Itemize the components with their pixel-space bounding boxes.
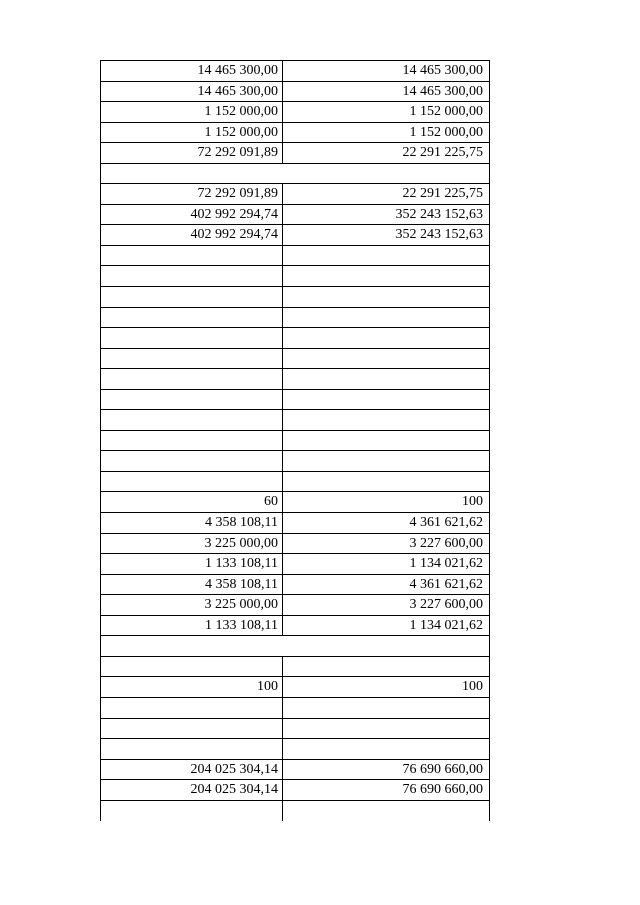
cell-col-1: 3 225 000,00 bbox=[101, 534, 283, 554]
table-row bbox=[101, 780, 489, 801]
cell-col-2 bbox=[283, 801, 488, 822]
cell-col-2 bbox=[283, 719, 488, 739]
cell-col-2 bbox=[283, 266, 488, 286]
cell-col-2 bbox=[283, 472, 488, 492]
cell-col-2 bbox=[283, 739, 488, 759]
cell-col-2: 22 291 225,75 bbox=[402, 186, 483, 202]
cell-col-1: 1 133 108,11 bbox=[101, 616, 283, 636]
cell-col-1 bbox=[101, 287, 283, 307]
cell-col-2: 3 227 600,00 bbox=[409, 535, 483, 551]
table-row bbox=[101, 61, 489, 82]
cell-col-1 bbox=[101, 266, 283, 286]
cell-col-1: 1 133 108,11 bbox=[101, 554, 283, 574]
cell-col-1 bbox=[101, 451, 283, 471]
table-row bbox=[101, 390, 489, 411]
cell-col-1 bbox=[101, 349, 283, 369]
cell-col-1: 3 225 000,00 bbox=[101, 595, 283, 615]
cell-col-1 bbox=[101, 801, 283, 822]
cell-col-2 bbox=[283, 451, 488, 471]
table-row bbox=[101, 266, 489, 287]
cell-col-2: 14 465 300,00 bbox=[402, 83, 483, 99]
table-row bbox=[101, 143, 489, 164]
cell-col-1: 72 292 091,89 bbox=[101, 143, 283, 163]
cell-col-2: 4 361 621,62 bbox=[409, 515, 483, 531]
table-row bbox=[101, 616, 489, 637]
cell-col-1: 1 152 000,00 bbox=[101, 102, 283, 122]
table-row bbox=[101, 246, 489, 267]
table-row bbox=[101, 184, 489, 205]
cell-col-1: 14 465 300,00 bbox=[101, 61, 283, 81]
cell-col-2 bbox=[283, 308, 488, 328]
table-row bbox=[101, 225, 489, 246]
table-row bbox=[101, 801, 489, 822]
table-row bbox=[101, 472, 489, 493]
table-row bbox=[101, 410, 489, 431]
cell-col-1 bbox=[101, 328, 283, 348]
cell-col-1: 14 465 300,00 bbox=[101, 82, 283, 102]
table-row bbox=[101, 451, 489, 472]
cell-col-1: 4 358 108,11 bbox=[101, 575, 283, 595]
table-row bbox=[101, 308, 489, 329]
cell-col-1: 60 bbox=[101, 492, 283, 512]
cell-col-2: 1 152 000,00 bbox=[409, 104, 483, 120]
table-row bbox=[101, 719, 489, 740]
table-row bbox=[101, 513, 489, 534]
cell-col-2: 1 134 021,62 bbox=[409, 556, 483, 572]
table-row bbox=[101, 677, 489, 698]
cell-col-2: 3 227 600,00 bbox=[409, 597, 483, 613]
cell-col-1 bbox=[101, 739, 283, 759]
cell-col-1: 72 292 091,89 bbox=[101, 184, 283, 204]
cell-col-2: 1 152 000,00 bbox=[409, 124, 483, 140]
cell-col-2 bbox=[283, 246, 488, 266]
table-row bbox=[101, 636, 489, 657]
cell-col-1: 204 025 304,14 bbox=[101, 780, 283, 800]
cell-col-1: 204 025 304,14 bbox=[101, 760, 283, 780]
cell-col-2 bbox=[283, 328, 488, 348]
table-row bbox=[101, 554, 489, 575]
cell-col-1 bbox=[101, 164, 283, 184]
cell-col-2 bbox=[283, 164, 488, 184]
table-row bbox=[101, 492, 489, 513]
cell-col-2 bbox=[283, 431, 488, 451]
table-row bbox=[101, 369, 489, 390]
cell-col-1 bbox=[101, 246, 283, 266]
cell-col-2 bbox=[283, 657, 488, 677]
cell-col-2 bbox=[283, 287, 488, 307]
cell-col-1: 402 992 294,74 bbox=[101, 205, 283, 225]
table-row bbox=[101, 123, 489, 144]
cell-col-1 bbox=[101, 657, 283, 677]
cell-col-2 bbox=[283, 636, 488, 656]
cell-col-2: 100 bbox=[462, 679, 483, 695]
cell-col-2: 352 243 152,63 bbox=[395, 227, 483, 243]
cell-col-1 bbox=[101, 308, 283, 328]
table-row bbox=[101, 595, 489, 616]
cell-col-1 bbox=[101, 369, 283, 389]
table-row bbox=[101, 575, 489, 596]
table-row bbox=[101, 82, 489, 103]
cell-col-2: 76 690 660,00 bbox=[402, 782, 483, 798]
cell-col-2 bbox=[283, 698, 488, 718]
cell-col-2: 1 134 021,62 bbox=[409, 617, 483, 633]
table-row bbox=[101, 657, 489, 678]
cell-col-2: 76 690 660,00 bbox=[402, 761, 483, 777]
table-row bbox=[101, 349, 489, 370]
cell-col-1: 402 992 294,74 bbox=[101, 225, 283, 245]
cell-col-1 bbox=[101, 698, 283, 718]
cell-col-1: 1 152 000,00 bbox=[101, 123, 283, 143]
cell-col-2: 14 465 300,00 bbox=[402, 63, 483, 78]
table-row bbox=[101, 102, 489, 123]
cell-col-2: 352 243 152,63 bbox=[395, 206, 483, 222]
cell-col-1 bbox=[101, 410, 283, 430]
cell-col-2 bbox=[283, 349, 488, 369]
table-row bbox=[101, 534, 489, 555]
table-row bbox=[101, 328, 489, 349]
financial-table bbox=[100, 60, 490, 821]
table-row bbox=[101, 760, 489, 781]
table-row bbox=[101, 287, 489, 308]
cell-col-1 bbox=[101, 719, 283, 739]
table-row bbox=[101, 164, 489, 185]
cell-col-2 bbox=[283, 390, 488, 410]
cell-col-2 bbox=[283, 410, 488, 430]
cell-col-2 bbox=[283, 369, 488, 389]
cell-col-2: 22 291 225,75 bbox=[402, 145, 483, 161]
cell-col-2: 4 361 621,62 bbox=[409, 576, 483, 592]
table-row bbox=[101, 205, 489, 226]
table-row bbox=[101, 431, 489, 452]
cell-col-1 bbox=[101, 431, 283, 451]
table-row bbox=[101, 698, 489, 719]
cell-col-1 bbox=[101, 390, 283, 410]
cell-col-1 bbox=[101, 472, 283, 492]
cell-col-1: 4 358 108,11 bbox=[101, 513, 283, 533]
cell-col-2: 100 bbox=[462, 494, 483, 510]
cell-col-1 bbox=[101, 636, 283, 656]
table-row bbox=[101, 739, 489, 760]
cell-col-1: 100 bbox=[101, 677, 283, 697]
